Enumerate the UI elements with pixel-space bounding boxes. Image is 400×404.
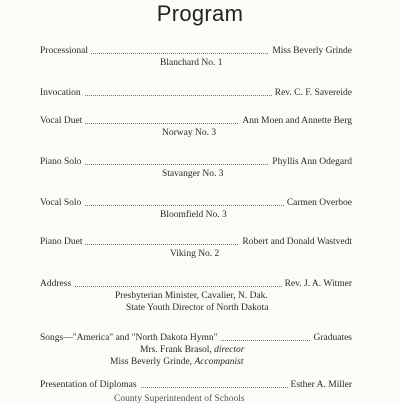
entry-detail: Stavanger No. 3 bbox=[162, 169, 224, 179]
entry-performer: Robert and Donald Wastvedt bbox=[239, 236, 352, 248]
program-entry-diplomas bbox=[40, 379, 352, 391]
entry-performer: Ann Moen and Annette Berg bbox=[239, 115, 352, 127]
director-role: director bbox=[214, 345, 245, 355]
entry-detail bbox=[40, 344, 352, 356]
entry-label: Address bbox=[40, 278, 74, 290]
entry-performer: Graduates bbox=[310, 332, 352, 344]
program-entry-address bbox=[40, 278, 352, 314]
program-entry-songs bbox=[40, 332, 352, 368]
entry-label: Songs—"America" and "North Dakota Hymn" bbox=[40, 332, 221, 344]
entry-performer: Miss Beverly Grinde bbox=[269, 45, 352, 57]
entry-detail: Presbyterian Minister, Cavalier, N. Dak. bbox=[115, 291, 268, 301]
program-entry-vocal-solo bbox=[40, 197, 352, 221]
entry-label: Presentation of Diplomas bbox=[40, 379, 140, 391]
entry-performer: Rev. J. A. Witmer bbox=[282, 278, 352, 290]
entry-detail: State Youth Director of North Dakota bbox=[126, 303, 269, 313]
entry-detail: Viking No. 2 bbox=[170, 249, 220, 259]
entry-performer: Esther A. Miller bbox=[288, 379, 352, 391]
entry-label: Vocal Duet bbox=[40, 115, 85, 127]
entry-detail: Norway No. 3 bbox=[162, 128, 217, 138]
program-entry-vocal-duet bbox=[40, 115, 352, 139]
page-title: Program bbox=[156, 1, 244, 26]
entry-detail: Bloomfield No. 3 bbox=[160, 210, 227, 220]
entry-label: Invocation bbox=[40, 87, 84, 99]
entry-label: Piano Duet bbox=[40, 236, 85, 248]
program-entry-invocation bbox=[40, 87, 352, 99]
program-entry-piano-duet bbox=[40, 236, 352, 260]
entry-detail bbox=[40, 356, 352, 368]
director-name: Mrs. Frank Brasol, bbox=[140, 345, 215, 355]
entry-label: Piano Solo bbox=[40, 156, 84, 168]
entry-performer: Carmen Overboe bbox=[284, 197, 352, 209]
partial-line: County Superintendent of Schools bbox=[114, 394, 245, 404]
entry-label: Vocal Solo bbox=[40, 197, 84, 209]
program-entry-processional bbox=[40, 45, 352, 69]
accompanist-name: Miss Beverly Grinde, bbox=[110, 357, 195, 367]
entry-detail: Blanchard No. 1 bbox=[160, 58, 223, 68]
entry-label: Processional bbox=[40, 45, 91, 57]
entry-performer: Phyllis Ann Odegard bbox=[269, 156, 352, 168]
entry-performer: Rev. C. F. Savereide bbox=[272, 87, 352, 99]
program-entry-piano-solo bbox=[40, 156, 352, 180]
accompanist-role: Accompanist bbox=[194, 357, 244, 367]
